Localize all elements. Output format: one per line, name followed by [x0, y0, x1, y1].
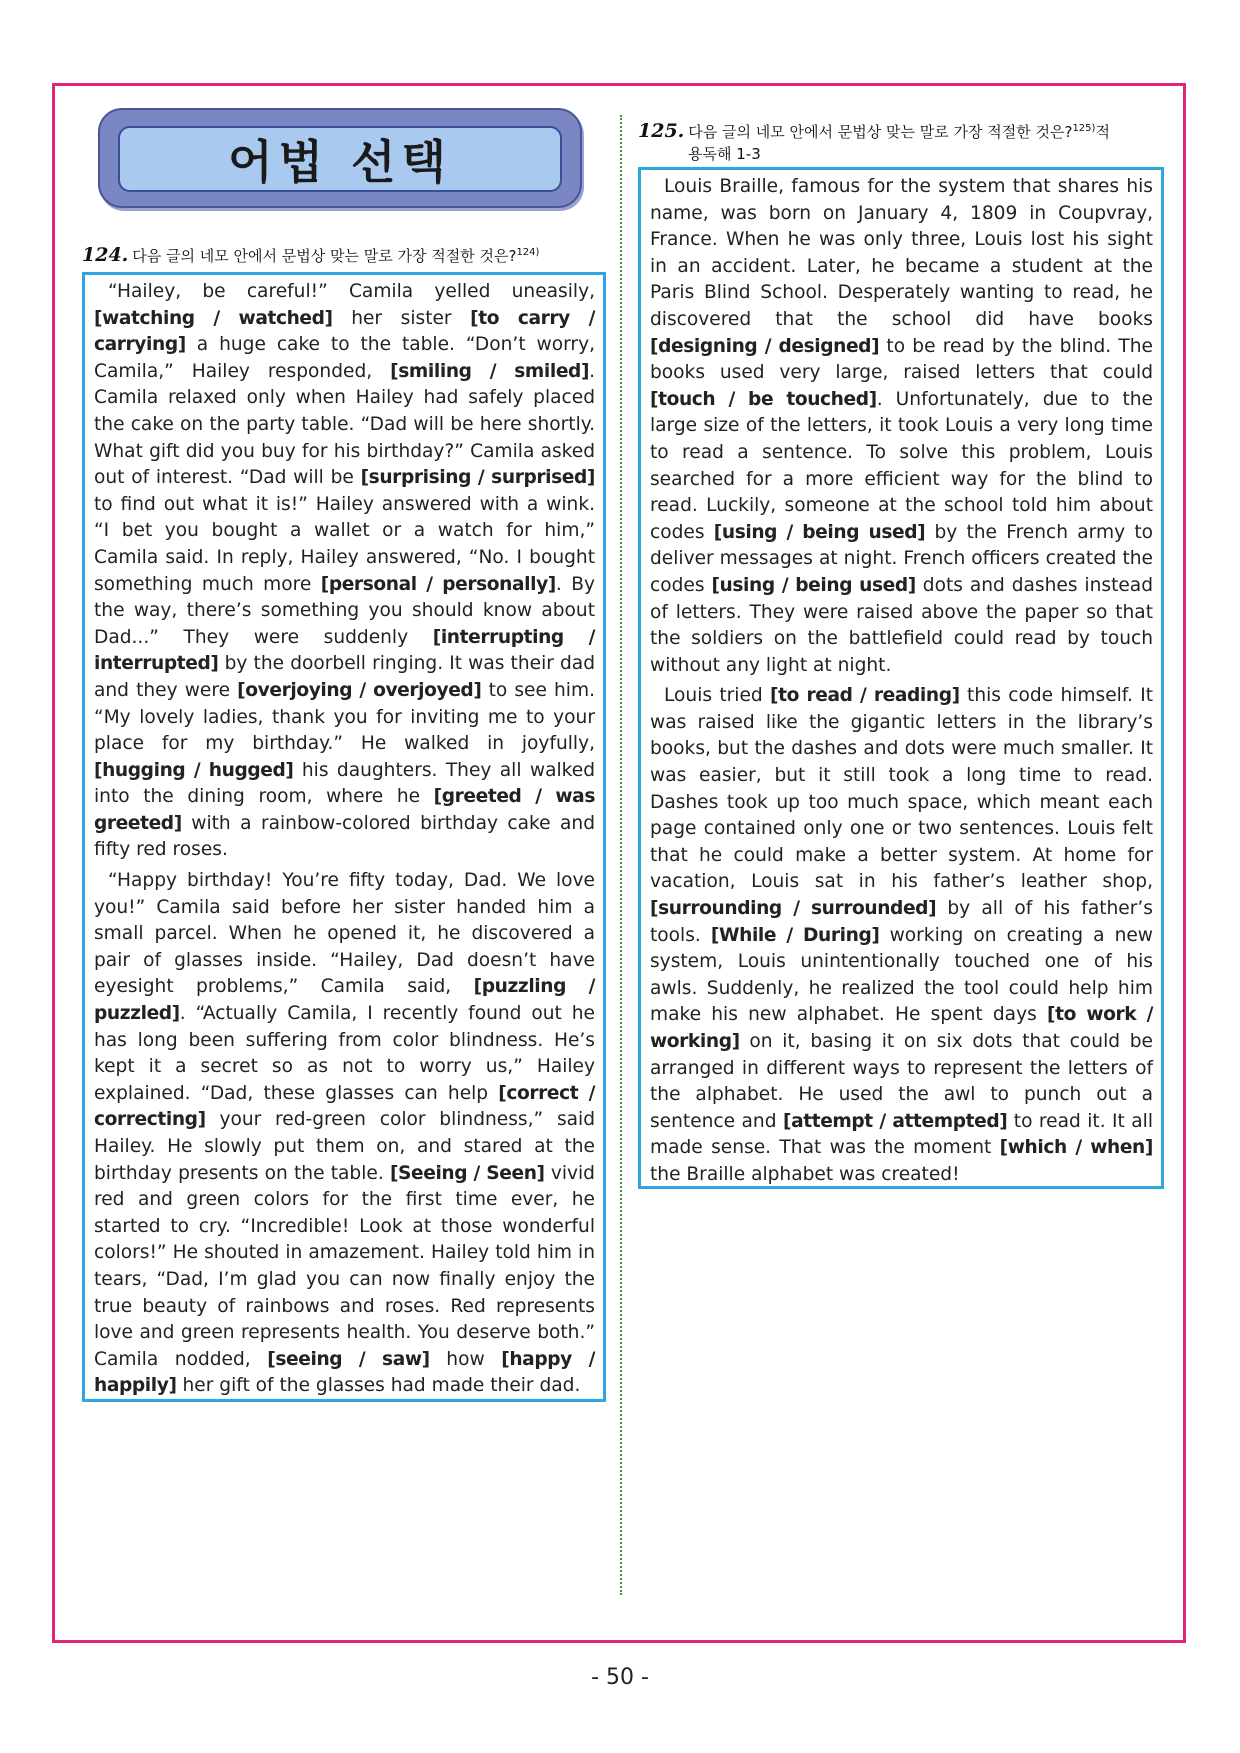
passage-text: to read it. It all made sense. That was the moment [650, 1110, 1154, 1159]
question-125-footnote: 125) [1072, 123, 1096, 134]
passage-text: by the doorbell ringing. It was their dad and they were [94, 653, 595, 701]
passage-124-box [82, 272, 606, 1402]
answer-choice: [touch / be touched] [650, 388, 877, 410]
passage-text: . “Actually Camila, I recently found out he has long been suffering from color blindness. He’s kept it a secret so as not to worry us,” Hailey explained. “Dad, these glasses can help [94, 1003, 595, 1104]
answer-choice: [While / During] [710, 924, 880, 946]
question-124-footnote: 124) [516, 247, 540, 258]
passage-124-paragraph-2 [94, 868, 595, 1400]
answer-choice: [smiling / smiled] [390, 360, 590, 382]
passage-text: dots and dashes instead of letters. They were raised above the paper so that the soldiers on the battlefield could read by touch without any light at night. [650, 574, 1153, 676]
answer-choice: [overjoying / overjoyed] [237, 679, 482, 701]
passage-text: “Hailey, be careful!” Camila yelled uneasily, [108, 281, 595, 302]
answer-choice: [happy / happily] [94, 1348, 595, 1397]
passage-text: her sister [332, 307, 471, 329]
answer-choice: [Seeing / Seen] [389, 1162, 545, 1184]
passage-text: . Unfortunately, due to the large size of the letters, it took Louis a very long time to read a sentence. To solve this problem, Louis searched for a more efficient way for the blind to read. Luckily, someone at the school told him about codes [650, 388, 1153, 543]
answer-choice: [interrupting / interrupted] [94, 626, 595, 675]
answer-choice: [puzzling / puzzled] [94, 976, 595, 1025]
answer-choice: [which / when] [999, 1137, 1153, 1159]
question-124-instruction: 다음 글의 네모 안에서 문법상 맞는 말로 가장 적절한 것은? [132, 247, 517, 265]
passage-text: vivid red and green colors for the first time ever, he started to cry. “Incredible! Look at those wonderful colors!” He shouted in amazement. Hailey told him in tears, “Dad, I’m glad you can now finally enjoy the true beauty of rainbows and roses. Red represents love and green represents health. You deserve both.” Camila nodded, [94, 1162, 595, 1370]
passage-text: his daughters. They all walked into the dining room, where he [94, 759, 595, 808]
answer-choice: [to work / working] [650, 1004, 1153, 1052]
passage-text: . By the way, there’s something you should know about Dad...” They were suddenly [94, 573, 595, 648]
passage-text: the Braille alphabet was created! [650, 1163, 960, 1185]
passage-125-paragraph-1 [650, 174, 1153, 679]
answer-choice: [using / being used] [711, 574, 916, 596]
passage-125-paragraph-2 [650, 683, 1153, 1188]
answer-choice: [seeing / saw] [267, 1348, 430, 1370]
passage-text: to be read by the blind. The books used very large, raised letters that could [650, 335, 1153, 384]
passage-text: . Camila relaxed only when Hailey had safely placed the cake on the party table. “Dad will be here shortly. What gift did you buy for his birthday?” Camila asked out of interest. “Dad will be [94, 360, 595, 489]
question-125-tail: 적 [1095, 123, 1110, 141]
answer-choice: [personal / personally] [320, 573, 556, 595]
passage-text: on it, basing it on six dots that could be arranged in different ways to represent the letters of the alphabet. He used the awl to punch out a sentence and [650, 1031, 1153, 1132]
passage-text: her gift of the glasses had made their dad. [176, 1375, 581, 1397]
passage-text: Louis Braille, famous for the system that shares his name, was born on January 4, 1809 in Coupvray, France. When he was only three, Louis lost his sight in an accident. Later, he became a student at the Paris Blind School. Desperately wanting to read, he discovered that the school did have books [650, 176, 1153, 330]
answer-choice: [attempt / attempted] [782, 1110, 1008, 1132]
column-divider [620, 115, 622, 1595]
passage-text: with a rainbow-colored birthday cake and fifty red roses. [94, 812, 595, 861]
passage-text: by the French army to deliver messages at night. French officers created the codes [650, 521, 1153, 596]
passage-text: Louis tried [664, 685, 771, 707]
question-125-header [638, 118, 1178, 165]
passage-text: to see him. “My lovely ladies, thank you for inviting me to your place for my birthday.” He walked in joyfully, [94, 679, 595, 755]
answer-choice: [surprising / surprised] [360, 467, 595, 489]
question-125-source: 용독해 1-3 [688, 145, 761, 163]
answer-choice: [greeted / was greeted] [94, 786, 595, 834]
answer-choice: [correct / correcting] [94, 1082, 595, 1131]
answer-choice: [watching / watched] [94, 307, 333, 329]
passage-text: “Happy birthday! You’re fifty today, Dad. We love you!” Camila said before her sister handed him a small parcel. When he opened it, he discovered a pair of glasses inside. “Hailey, Dad doesn’t have eyesight problems,” Camila said, [94, 870, 595, 998]
answer-choice: [hugging / hugged] [94, 759, 294, 781]
passage-text: how [429, 1348, 502, 1370]
answer-choice: [to read / reading] [770, 685, 960, 707]
section-banner-inner [118, 126, 562, 192]
section-title: 어법 선택 [228, 135, 452, 189]
passage-124-paragraph-1 [94, 279, 595, 864]
page-number: - 50 - [591, 1665, 649, 1690]
passage-text: to find out what it is!” Hailey answered with a wink. “I bet you bought a wallet or a watch for him,” Camila said. In reply, Hailey answered, “No. I bought something much more [94, 493, 595, 595]
passage-text: your red-green color blindness,” said Hailey. He slowly put them on, and stared at the birthday presents on the table. [94, 1109, 595, 1184]
answer-choice: [surrounding / surrounded] [650, 898, 937, 920]
answer-choice: [to carry / carrying] [94, 307, 595, 356]
passage-125-box [638, 167, 1164, 1189]
answer-choice: [using / being used] [713, 521, 926, 543]
question-125-instruction: 다음 글의 네모 안에서 문법상 맞는 말로 가장 적절한 것은? [688, 123, 1073, 141]
passage-text: a huge cake to the table. “Don’t worry, Camila,” Hailey responded, [94, 334, 595, 382]
passage-text: this code himself. It was raised like the gigantic letters in the library’s books, but the dashes and dots were much smaller. It was easier, but it still took a long time to read. Dashes took up too much space, which meant each page contained only one or two sentences. Louis felt that he could make a better system. At home for vacation, Louis sat in his father’s leather shop, [650, 685, 1153, 893]
question-124-number: 124. [82, 244, 129, 266]
passage-text: working on creating a new system, Louis unintentionally touched one of his awls. Suddenly, he realized the tool could help him make his new alphabet. He spent days [650, 924, 1154, 1026]
question-125-number: 125. [638, 120, 685, 142]
question-124-header [82, 244, 602, 266]
answer-choice: [designing / designed] [650, 335, 880, 357]
passage-text: by all of his father’s tools. [650, 898, 1153, 946]
